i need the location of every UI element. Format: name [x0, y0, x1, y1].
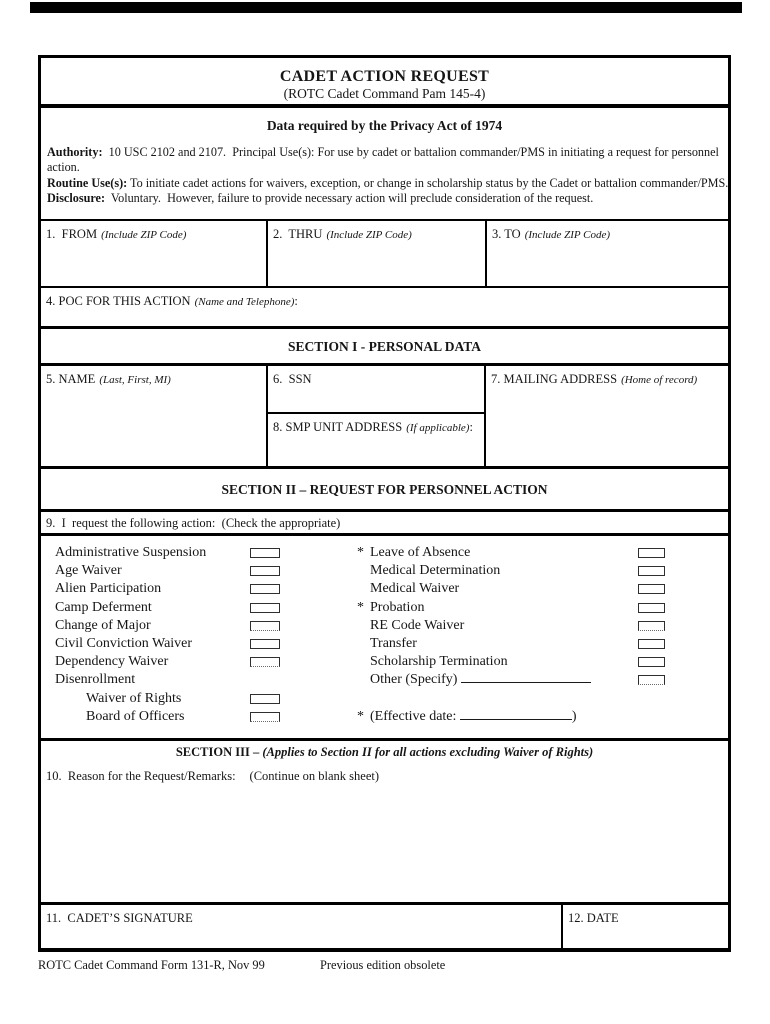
date-field[interactable] [563, 905, 728, 948]
date-label: 12. DATE [568, 911, 619, 925]
checkbox-waiver-of-rights[interactable] [250, 694, 280, 704]
action-checklist [41, 533, 728, 738]
poc-colon: : [294, 294, 298, 308]
smp-colon: : [469, 420, 473, 434]
privacy-statement [41, 145, 728, 207]
checklist-spacer [357, 690, 687, 708]
action-row-civil-conviction-waiver: Civil Conviction Waiver [55, 635, 345, 653]
from-label: 1. FROM [46, 227, 98, 241]
action-row-alien-participation: Alien Participation [55, 580, 345, 598]
item9-instruction: 9. I request the following action: (Check the appropriate) [41, 509, 728, 533]
thru-label: 2. THRU [273, 227, 323, 241]
name-field[interactable] [41, 366, 268, 466]
checkbox-change-of-major[interactable] [250, 621, 280, 631]
form-subtitle: (ROTC Cadet Command Pam 145-4) [283, 86, 486, 101]
checkbox-medical-determination[interactable] [638, 566, 665, 576]
privacy-line-authority: Authority: 10 USC 2102 and 2107. Principal Use(s): For use by cadet or battalion commander/PMS in initiating a request for personnel [47, 145, 719, 159]
to-field[interactable] [487, 221, 728, 286]
checkbox-alien-participation[interactable] [250, 584, 280, 594]
reason-label: 10. Reason for the Request/Remarks: [46, 769, 236, 783]
checkbox-leave-of-absence[interactable] [638, 548, 665, 558]
checkbox-probation[interactable] [638, 603, 665, 613]
checkbox-civil-conviction-waiver[interactable] [250, 639, 280, 649]
action-row-transfer: Transfer [357, 635, 687, 653]
smp-unit-address-field[interactable] [268, 414, 484, 466]
to-note: (Include ZIP Code) [524, 229, 611, 241]
checkbox-other[interactable] [638, 675, 665, 685]
reason-field[interactable] [41, 763, 728, 902]
action-row-administrative-suspension: Administrative Suspension [55, 544, 345, 562]
from-note: (Include ZIP Code) [101, 229, 187, 241]
section1-header: SECTION I - PERSONAL DATA [41, 326, 728, 363]
action-row-re-code-waiver: RE Code Waiver [357, 617, 687, 635]
checkbox-scholarship-termination[interactable] [638, 657, 665, 667]
action-row-other-specify: Other (Specify) [357, 671, 687, 689]
smp-note: (If applicable) [406, 422, 470, 434]
checkbox-medical-waiver[interactable] [638, 584, 665, 594]
privacy-line-authority-cont: action. [47, 160, 80, 175]
action-row-age-waiver: Age Waiver [55, 562, 345, 580]
action-row-medical-waiver: Medical Waiver [357, 580, 687, 598]
mailing-label: 7. MAILING ADDRESS [491, 372, 618, 386]
cadet-signature-field[interactable] [41, 905, 563, 948]
effective-date-line[interactable] [460, 708, 572, 720]
checkbox-administrative-suspension[interactable] [250, 548, 280, 558]
action-row-dependency-waiver: Dependency Waiver [55, 653, 345, 671]
previous-edition-note: Previous edition obsolete [320, 958, 446, 972]
ssn-smp-column [268, 366, 486, 466]
scan-artifact-bar [30, 2, 742, 13]
privacy-line-routine: Routine Use(s): To initiate cadet actions for waivers, exception, or change in scholarship status by the Cadet or battalion commander/PMS. [47, 175, 729, 190]
checkbox-board-of-officers[interactable] [250, 712, 280, 722]
other-specify-line[interactable] [461, 671, 591, 683]
reason-note: (Continue on blank sheet) [249, 769, 380, 783]
mailing-note: (Home of record) [621, 374, 698, 386]
checkbox-dependency-waiver[interactable] [250, 657, 280, 667]
thru-note: (Include ZIP Code) [326, 229, 412, 241]
mailing-address-field[interactable] [486, 366, 728, 466]
action-row-camp-deferment: Camp Deferment [55, 599, 345, 617]
checkbox-camp-deferment[interactable] [250, 603, 280, 613]
effective-date-row: * (Effective date: ) [357, 708, 577, 724]
checkbox-transfer[interactable] [638, 639, 665, 649]
name-label: 5. NAME [46, 372, 96, 386]
action-row-board-of-officers: Board of Officers [55, 708, 345, 726]
action-row-waiver-of-rights: Waiver of Rights [55, 690, 345, 708]
poc-label: 4. POC FOR THIS ACTION [46, 294, 191, 308]
ssn-label: 6. SSN [273, 372, 312, 386]
action-row-scholarship-termination: Scholarship Termination [357, 653, 687, 671]
ssn-field[interactable] [268, 366, 484, 414]
privacy-act-block [41, 104, 728, 219]
section3-header [41, 738, 728, 763]
action-row-disenrollment: Disenrollment [55, 672, 136, 688]
section3-title: SECTION III – [175, 745, 263, 759]
thru-field[interactable] [268, 221, 487, 286]
section3-note: (Applies to Section II for all actions excluding Waiver of Rights) [262, 745, 594, 759]
poc-note: (Name and Telephone) [194, 296, 295, 308]
privacy-heading: Data required by the Privacy Act of 1974 [266, 118, 503, 133]
section2-header: SECTION II – REQUEST FOR PERSONNEL ACTION [41, 466, 728, 509]
form-title-block [41, 58, 728, 104]
checklist-left-column [55, 544, 345, 726]
action-row-change-of-major: Change of Major [55, 617, 345, 635]
signature-block [41, 902, 728, 948]
checklist-right-column [357, 544, 687, 726]
name-note: (Last, First, MI) [99, 374, 171, 386]
action-row-leave-of-absence: * Leave of Absence [357, 544, 687, 562]
form-footer [38, 958, 738, 976]
routing-block [41, 219, 728, 286]
privacy-line-disclosure: Disclosure: Voluntary. However, failure to provide necessary action will preclude consideration of the request. [47, 191, 594, 206]
checkbox-re-code-waiver[interactable] [638, 621, 665, 631]
personal-data-block [41, 363, 728, 466]
cadet-action-request-form [38, 55, 731, 952]
form-number: ROTC Cadet Command Form 131-R, Nov 99 [38, 958, 265, 972]
signature-label: 11. CADET’S SIGNATURE [46, 911, 193, 925]
to-label: 3. TO [492, 227, 521, 241]
checkbox-age-waiver[interactable] [250, 566, 280, 576]
form-title: CADET ACTION REQUEST [279, 68, 490, 85]
action-row-medical-determination: Medical Determination [357, 562, 687, 580]
smp-label: 8. SMP UNIT ADDRESS [273, 420, 403, 434]
action-row-probation: * Probation [357, 599, 687, 617]
poc-field[interactable] [41, 286, 728, 326]
from-field[interactable] [41, 221, 268, 286]
